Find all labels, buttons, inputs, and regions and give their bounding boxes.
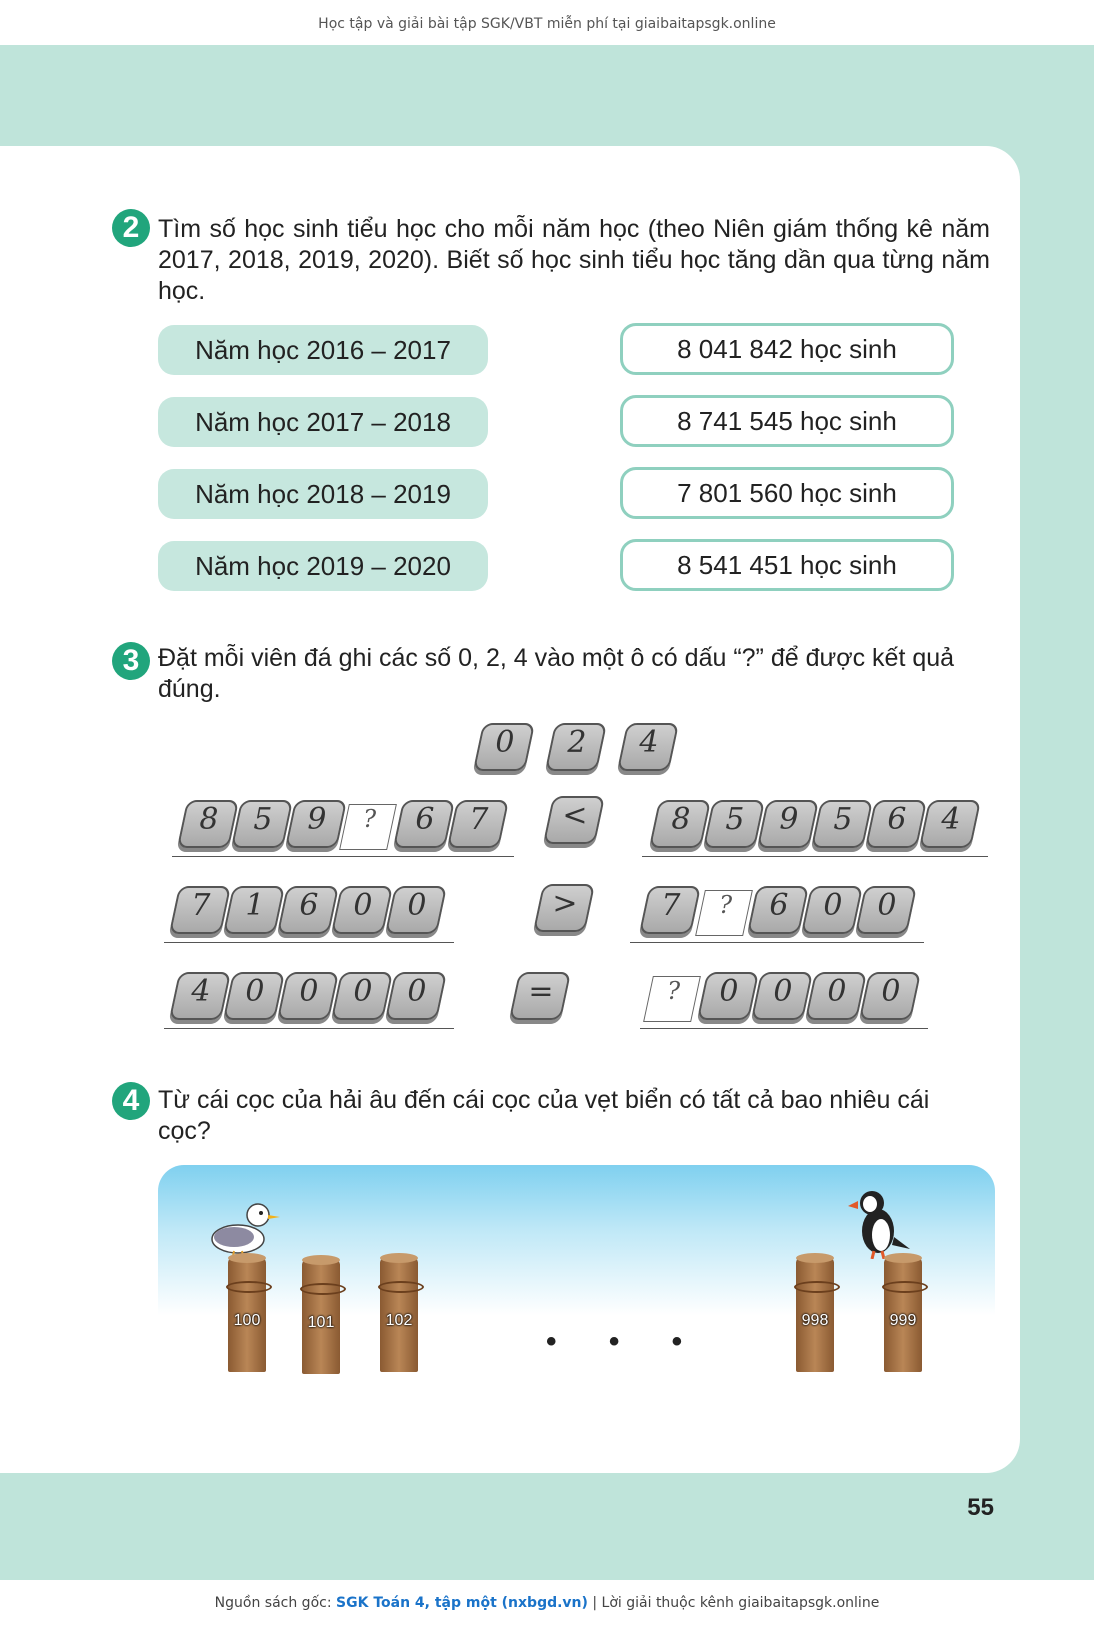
puffin-icon [848, 1187, 910, 1259]
exercise-3-text: Đặt mỗi viên đá ghi các số 0, 2, 4 vào một ô có dấu “?” để được kết quả đúng. [158, 644, 955, 703]
post-rope [378, 1281, 424, 1293]
stone-digit: 0 [823, 888, 843, 923]
post-number: 100 [233, 1312, 261, 1329]
stone-digit: 8 [671, 802, 691, 837]
stone-digit: 0 [245, 974, 265, 1009]
footer-suffix: | Lời giải thuộc kênh giaibaitapsgk.online [587, 1595, 880, 1611]
slot-mark: ? [363, 805, 377, 833]
post-top [302, 1255, 340, 1265]
row-3-right-base [640, 1028, 928, 1029]
stone-digit: 6 [299, 888, 319, 923]
row-2-left-stone [385, 886, 447, 934]
post-999 [884, 1257, 922, 1372]
post-rope [300, 1283, 346, 1295]
page-number: 55 [967, 1494, 994, 1521]
row-1-right-stone [703, 800, 765, 848]
row-3-right-stone [859, 972, 921, 1020]
count-box-2[interactable]: 8 741 545 học sinh [620, 395, 954, 447]
stone-digit: 9 [307, 802, 327, 837]
row-2-left-base [164, 942, 454, 943]
top-banner: Học tập và giải bài tập SGK/VBT miễn phí tại giaibaitapsgk.online [0, 0, 1094, 45]
post-number: 102 [385, 1312, 413, 1329]
exercise-4-number: 4 [112, 1082, 150, 1120]
row-2-right-stone [639, 886, 701, 934]
count-box-1[interactable]: 8 041 842 học sinh [620, 323, 954, 375]
row-3-right-stone [751, 972, 813, 1020]
row-1-right-stone [757, 800, 819, 848]
row-1-left-stone [231, 800, 293, 848]
post-top [884, 1253, 922, 1263]
count-box-3[interactable]: 7 801 560 học sinh [620, 467, 954, 519]
row-3-right-stone [697, 972, 759, 1020]
row-2-left-stone [277, 886, 339, 934]
stone-digit: 0 [407, 888, 427, 923]
row-1-question-slot[interactable] [339, 804, 397, 850]
stone-digit: 4 [941, 802, 961, 837]
seagull-icon [200, 1193, 280, 1261]
row-1-right-stone [649, 800, 711, 848]
row-3-right-stone [805, 972, 867, 1020]
stone-digit: 1 [245, 888, 265, 923]
sign-glyph: < [562, 798, 588, 833]
seaside-scene [158, 1165, 995, 1380]
row-3-left-stone [385, 972, 447, 1020]
stone-digit: 0 [407, 974, 427, 1009]
stone-digit: 9 [779, 802, 799, 837]
stone-digit: 8 [199, 802, 219, 837]
stone-digit: 7 [469, 802, 489, 837]
exercise-2-number: 2 [112, 209, 150, 247]
row-2-right-stone [801, 886, 863, 934]
row-1-left-base [172, 856, 514, 857]
slot-mark: ? [667, 977, 681, 1005]
stone-digit: 5 [253, 802, 273, 837]
row-3-left-stone [331, 972, 393, 1020]
footer-source-link[interactable]: SGK Toán 4, tập một (nxbgd.vn) [336, 1595, 588, 1611]
row-2-sign [533, 884, 595, 932]
row-1-right-stone [811, 800, 873, 848]
post-rope [882, 1281, 928, 1293]
stone-digit: 0 [495, 725, 515, 760]
sign-glyph: > [552, 886, 578, 921]
row-1-left-stone [447, 800, 509, 848]
stone-digit: 0 [353, 974, 373, 1009]
sign-glyph: = [528, 974, 554, 1009]
row-3-left-stone [169, 972, 231, 1020]
post-top [380, 1253, 418, 1263]
post-100 [228, 1257, 266, 1372]
row-2-left-stone [223, 886, 285, 934]
post-top [796, 1253, 834, 1263]
post-rope [226, 1281, 272, 1293]
row-1-left-stone [177, 800, 239, 848]
stone-digit: 7 [661, 888, 681, 923]
post-top [228, 1253, 266, 1263]
row-2-right-stone [855, 886, 917, 934]
count-box-4[interactable]: 8 541 451 học sinh [620, 539, 954, 591]
year-box-1[interactable]: Năm học 2016 – 2017 [158, 325, 488, 375]
slot-mark: ? [719, 891, 733, 919]
loose-stone-0[interactable] [473, 723, 535, 771]
year-box-3[interactable]: Năm học 2018 – 2019 [158, 469, 488, 519]
footer-prefix: Nguồn sách gốc: [214, 1595, 337, 1611]
loose-stone-2[interactable] [545, 723, 607, 771]
stone-digit: 6 [887, 802, 907, 837]
stone-digit: 2 [567, 725, 587, 760]
post-998 [796, 1257, 834, 1372]
ellipsis: • • • [546, 1325, 705, 1358]
row-3-left-stone [223, 972, 285, 1020]
post-number: 998 [801, 1312, 829, 1329]
row-2-right-base [630, 942, 924, 943]
post-number: 101 [307, 1314, 335, 1331]
stone-digit: 4 [639, 725, 659, 760]
row-3-left-base [164, 1028, 454, 1029]
stone-digit: 0 [881, 974, 901, 1009]
row-1-right-stone [919, 800, 981, 848]
post-102 [380, 1257, 418, 1372]
row-1-left-stone [285, 800, 347, 848]
stone-digit: 6 [415, 802, 435, 837]
row-3-sign [509, 972, 571, 1020]
row-2-left-stone [331, 886, 393, 934]
row-1-sign [543, 796, 605, 844]
year-box-2[interactable]: Năm học 2017 – 2018 [158, 397, 488, 447]
stone-digit: 7 [191, 888, 211, 923]
stone-digit: 0 [827, 974, 847, 1009]
exercise-3-number: 3 [112, 642, 150, 680]
stone-digit: 0 [719, 974, 739, 1009]
stone-digit: 0 [299, 974, 319, 1009]
row-3-left-stone [277, 972, 339, 1020]
stone-digit: 0 [877, 888, 897, 923]
stone-digit: 0 [353, 888, 373, 923]
stone-digit: 5 [833, 802, 853, 837]
row-2-left-stone [169, 886, 231, 934]
stone-digit: 6 [769, 888, 789, 923]
row-1-left-stone [393, 800, 455, 848]
stone-digit: 4 [191, 974, 211, 1009]
row-3-question-slot[interactable] [643, 976, 701, 1022]
row-1-right-stone [865, 800, 927, 848]
year-box-4[interactable]: Năm học 2019 – 2020 [158, 541, 488, 591]
row-1-right-base [642, 856, 988, 857]
exercise-4-text: Từ cái cọc của hải âu đến cái cọc của vẹt biển có tất cả bao nhiêu cái cọc? [158, 1086, 930, 1145]
stone-digit: 5 [725, 802, 745, 837]
row-2-question-slot[interactable] [695, 890, 753, 936]
bottom-banner [0, 1580, 1094, 1626]
exercise-2-text: Tìm số học sinh tiểu học cho mỗi năm học (theo Niên giám thống kê năm 2017, 2018, 2019, 2020). Biết số học sinh tiểu học tăng dần qua từng năm học. [158, 215, 990, 305]
row-2-right-stone [747, 886, 809, 934]
loose-stone-4[interactable] [617, 723, 679, 771]
post-101 [302, 1259, 340, 1374]
stone-digit: 0 [773, 974, 793, 1009]
post-rope [794, 1281, 840, 1293]
post-number: 999 [889, 1312, 917, 1329]
